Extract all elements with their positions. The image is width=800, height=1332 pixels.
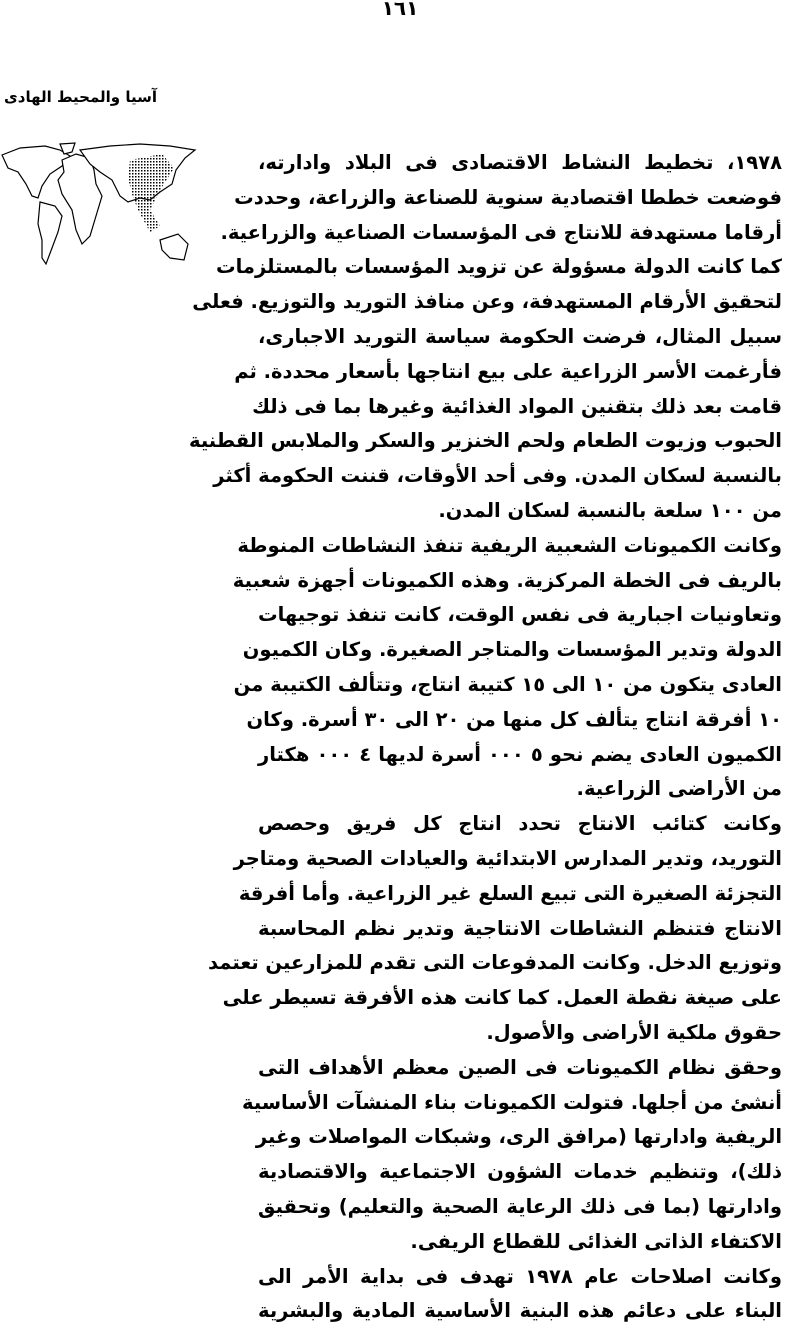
text-line: بالريف فى الخطة المركزية. وهذه الكميونات أجهزة شعبية [232, 568, 782, 592]
text-line: وكانت الكميونات الشعبية الريفية تنفذ النشاطات المنوطة [237, 533, 782, 557]
text-line: التوريد، وتدير المدارس الابتدائية والعيادات الصحية ومتاجر [233, 846, 782, 870]
running-header: آسيا والمحيط الهادى [4, 88, 157, 106]
text-line: كما كانت الدولة مسؤولة عن تزويد المؤسسات بالمستلزمات [215, 255, 782, 279]
text-line: ذلك)، وتنظيم خدمات الشؤون الاجتماعية والاقتصادية [258, 1160, 782, 1184]
text-line: أنشئ من أجلها. فتولت الكميونات بناء المنشآت الأساسية [242, 1090, 782, 1114]
text-line: وكانت اصلاحات عام ١٩٧٨ تهدف فى بداية الأمر الى [258, 1264, 782, 1288]
text-line: ١٩٧٨، تخطيط النشاط الاقتصادى فى البلاد وادارته، [258, 151, 782, 174]
text-line: أرقاما مستهدفة للانتاج فى المؤسسات الصناعية والزراعية. [220, 220, 782, 244]
text-line: من الأراضى الزراعية. [576, 777, 782, 801]
text-line: وادارتها (بما فى ذلك الرعاية الصحية والتعليم) وتحقيق [258, 1194, 782, 1218]
text-line: التجزئة الصغيرة التى تبيع السلع غير الزراعية. وأما أفرقة [238, 881, 782, 905]
article-body [189, 146, 782, 1329]
text-line: وكانت كتائب الانتاج تحدد انتاج كل فريق وحصص [258, 812, 782, 836]
text-line: الانتاج فتنظم النشاطات الانتاجية وتدير نظم المحاسبة [258, 916, 782, 940]
text-line: من ١٠٠ سلعة بالنسبة لسكان المدن. [438, 498, 782, 522]
text-line: لتحقيق الأرقام المستهدفة، وعن منافذ التوريد والتوزيع. فعلى [192, 290, 782, 314]
text-line: فوضعت خططا اقتصادية سنوية للصناعة والزراعة، وحددت [234, 185, 782, 209]
text-line: وتعاونيات اجبارية فى نفس الوقت، كانت تنفذ توجيهات [258, 603, 782, 627]
text-line: العادى يتكون من ١٠ الى ١٥ كتيبة انتاج، وتتألف الكتيبة من [233, 672, 782, 696]
world-map-icon [0, 140, 210, 280]
text-line: بالنسبة لسكان المدن. وفى أحد الأوقات، قننت الحكومة أكثر [213, 464, 782, 488]
text-line: على صيغة نقطة العمل. كما كانت هذه الأفرقة تسيطر على [222, 986, 782, 1010]
text-line: وتوزيع الدخل. وكانت المدفوعات التى تقدم للمزارعين تعتمد [208, 951, 782, 975]
text-line: الريفية وادارتها (مرافق الرى، وشبكات المواصلات وغير [255, 1125, 782, 1149]
text-line: البناء على دعائم هذه البنية الأساسية المادية والبشرية [258, 1299, 782, 1323]
text-line: حقوق ملكية الأراضى والأصول. [486, 1020, 782, 1044]
text-line: الدولة وتدير المؤسسات والمتاجر الصغيرة. وكان الكميون [242, 638, 782, 662]
page-number: ١٦١ [381, 0, 419, 20]
text-line: وحقق نظام الكميونات فى الصين معظم الأهداف التى [258, 1055, 782, 1079]
text-line: الحبوب وزيوت الطعام ولحم الخنزير والسكر والملابس القطنية [189, 429, 782, 453]
text-line: قامت بعد ذلك بتقنين المواد الغذائية وغيرها بما فى ذلك [252, 394, 782, 418]
text-line: سبيل المثال، فرضت الحكومة سياسة التوريد الاجبارى، [258, 324, 782, 348]
text-line: فأرغمت الأسر الزراعية على بيع انتاجها بأسعار محددة. ثم [234, 359, 782, 383]
text-line: الاكتفاء الذاتى الغذائى للقطاع الريفى. [410, 1229, 782, 1253]
text-line: الكميون العادى يضم نحو ٥ ٠٠٠ أسرة لديها ٤ ٠٠٠ هكتار [258, 742, 782, 766]
text-line: ١٠ أفرقة انتاج يتألف كل منها من ٢٠ الى ٣٠ أسرة. وكان [246, 707, 782, 731]
